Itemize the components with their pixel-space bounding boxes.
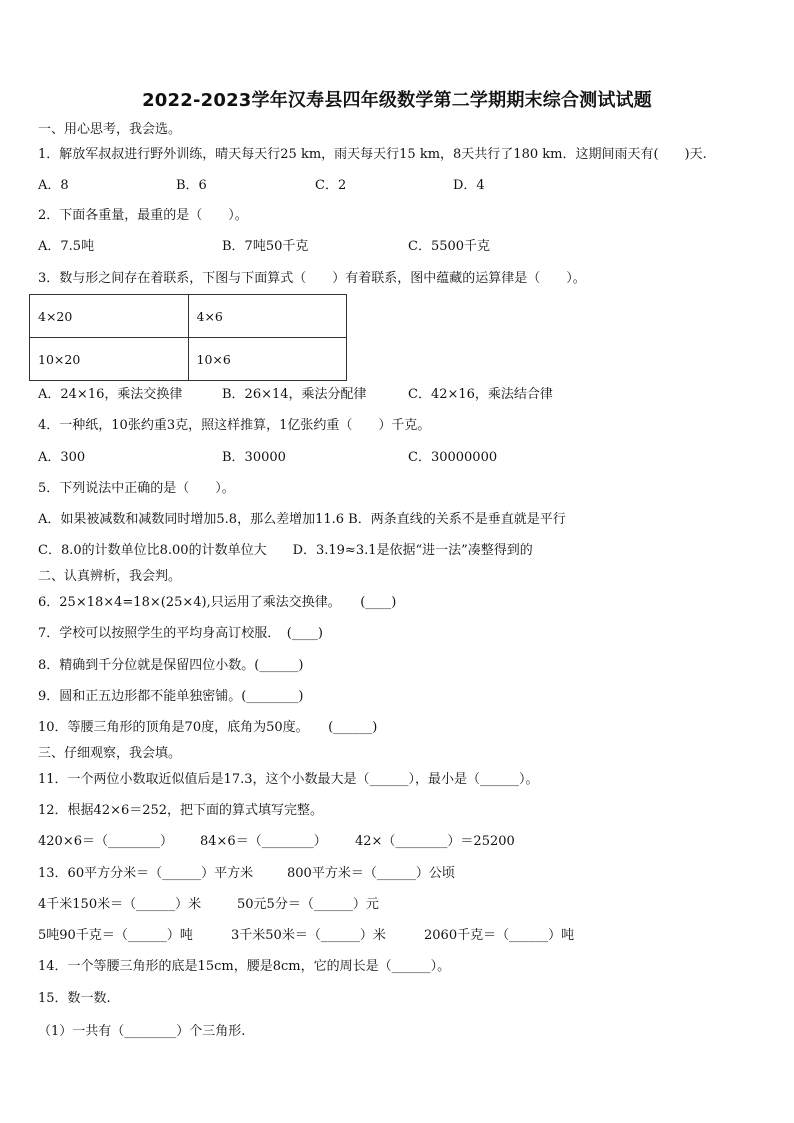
question-6: 6．25×18×4=18×(25×4),只运用了乘法交换律。 (____)	[38, 595, 397, 610]
q1-option-a: A．8	[38, 178, 69, 193]
question-11: 11．一个两位小数取近似值后是17.3，这个小数最大是（______），最小是（______）。	[38, 772, 539, 787]
question-5: 5．下列说法中正确的是（ ）。	[38, 481, 235, 496]
q5-options-cd: C．8.0的计数单位比8.00的计数单位大 D．3.19≈3.1是依据“进一法”凑整得到的	[38, 543, 533, 558]
section-heading-fill: 三、仔细观察，我会填。	[38, 746, 182, 761]
question-8: 8．精确到千分位就是保留四位小数。(______)	[38, 658, 304, 673]
q13-row3-part3: 2060千克＝（______）吨	[424, 928, 575, 943]
question-14: 14．一个等腰三角形的底是15cm，腰是8cm，它的周长是（______）。	[38, 959, 451, 974]
q3-option-b: B．26×14，乘法分配律	[222, 387, 367, 402]
q13-row1-part2: 800平方米＝（______）公顷	[287, 866, 455, 881]
grid-cell: 4×20	[30, 295, 189, 338]
q2-option-a: A．7.5吨	[38, 239, 95, 254]
q12-part-2: 84×6＝（________）	[200, 834, 327, 849]
question-9: 9．圆和正五边形都不能单独密铺。(________)	[38, 689, 304, 704]
question-7: 7．学校可以按照学生的平均身高订校服． (____)	[38, 626, 323, 641]
q4-option-a: A．300	[38, 450, 86, 465]
question-15-1: （1）一共有（________）个三角形.	[38, 1024, 246, 1039]
q1-option-b: B．6	[176, 178, 207, 193]
section-heading-choice: 一、用心思考，我会选。	[38, 122, 182, 137]
question-12: 12．根据42×6＝252，把下面的算式填写完整。	[38, 803, 324, 818]
q2-option-b: B．7吨50千克	[222, 239, 309, 254]
q12-part-1: 420×6＝（________）	[38, 834, 173, 849]
q3-figure-grid	[29, 294, 347, 381]
grid-cell: 4×6	[188, 295, 347, 338]
question-15: 15．数一数.	[38, 991, 111, 1006]
q3-option-c: C．42×16，乘法结合律	[408, 387, 553, 402]
question-4: 4．一种纸，10张约重3克，照这样推算，1亿张约重（ ）千克。	[38, 418, 431, 433]
q1-option-c: C．2	[315, 178, 347, 193]
q13-row1-part1: 13．60平方分米＝（______）平方米	[38, 866, 254, 881]
q3-option-a: A．24×16，乘法交换律	[38, 387, 183, 402]
question-2: 2．下面各重量，最重的是（ ）。	[38, 208, 248, 223]
question-10: 10．等腰三角形的顶角是70度，底角为50度。 (______)	[38, 720, 378, 735]
q5-options-ab: A．如果被减数和减数同时增加5.8，那么差增加11.6 B．两条直线的关系不是垂直就是平行	[38, 512, 566, 527]
q13-row3-part1: 5吨90千克＝（______）吨	[38, 928, 193, 943]
q1-option-d: D．4	[453, 178, 485, 193]
q13-row2-part2: 50元5分＝（______）元	[237, 897, 379, 912]
grid-cell: 10×20	[30, 338, 189, 381]
q4-option-b: B．30000	[222, 450, 286, 465]
q12-part-3: 42×（________）＝25200	[355, 834, 515, 849]
question-1: 1．解放军叔叔进行野外训练，晴天每天行25 km，雨天每天行15 km，8天共行了180 km．这期间雨天有( )天.	[38, 147, 707, 162]
section-heading-judge: 二、认真辨析，我会判。	[38, 569, 182, 584]
q4-option-c: C．30000000	[408, 450, 498, 465]
grid-cell: 10×6	[188, 338, 347, 381]
q13-row2-part1: 4千米150米＝（______）米	[38, 897, 202, 912]
exam-title: 2022-2023学年汉寿县四年级数学第二学期期末综合测试试题	[142, 90, 652, 111]
question-3: 3．数与形之间存在着联系，下图与下面算式（ ）有着联系，图中蕴藏的运算律是（ ）。	[38, 271, 586, 286]
q13-row3-part2: 3千米50米＝（______）米	[231, 928, 386, 943]
q2-option-c: C．5500千克	[408, 239, 491, 254]
